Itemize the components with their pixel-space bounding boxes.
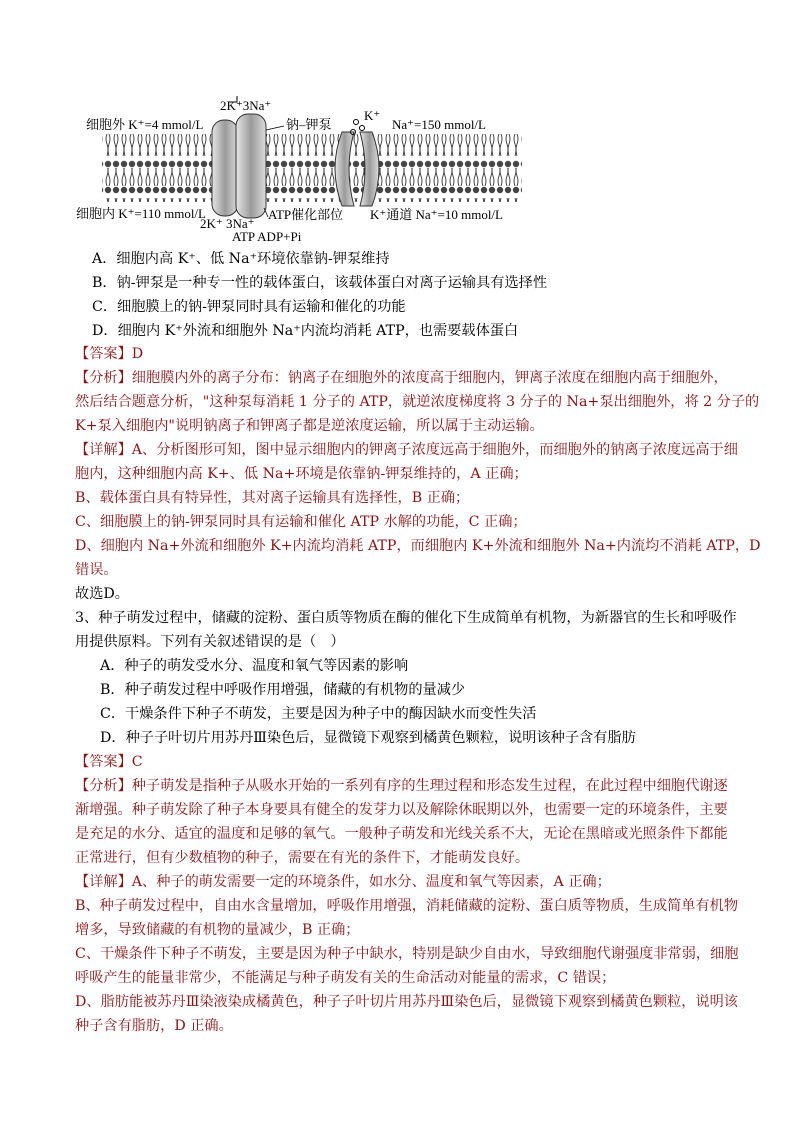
q2-answer bbox=[75, 343, 725, 366]
sodium-potassium-pump bbox=[212, 96, 266, 218]
q3-analysis-line bbox=[75, 775, 728, 798]
q2-analysis-line bbox=[75, 367, 728, 390]
analysis-tag: 【分析】 bbox=[75, 778, 132, 794]
analysis-text: 种子萌发是指种子从吸水开始的一系列有序的生理过程和形态发生过程，在此过程中细胞代谢逐 bbox=[131, 778, 728, 794]
answer-tag: 【答案】 bbox=[75, 754, 132, 770]
q3-option-d: D．种子子叶切片用苏丹Ⅲ染色后，显微镜下观察到橘黄色颗粒，说明该种子含有脂肪 bbox=[100, 730, 636, 746]
q3-detail-line: C、干燥条件下种子不萌发，主要是因为种子中缺水，特别是缺少自由水，导致细胞代谢强度非常弱，细胞 bbox=[75, 946, 739, 962]
q3-option-a: A．种子的萌发受水分、温度和氧气等因素的影响 bbox=[100, 658, 409, 674]
q3-answer bbox=[75, 751, 725, 774]
analysis-tag: 【分析】 bbox=[75, 370, 132, 386]
q3-detail-line: D、脂肪能被苏丹Ⅲ染液染成橘黄色，种子子叶切片用苏丹Ⅲ染色后，显微镜下观察到橘黄色颗粒，说明该 bbox=[75, 994, 738, 1010]
detail-tag: 【详解】 bbox=[75, 442, 132, 458]
figure-na-outside: Na⁺=150 mmol/L bbox=[392, 117, 486, 132]
q3-detail-line: 增多，导致储藏的有机物的量减少，B 正确； bbox=[75, 922, 360, 938]
q2-option-a: A．细胞内高 K⁺、低 Na⁺环境依靠钠-钾泵维持 bbox=[92, 251, 390, 267]
q2-option-d: D．细胞内 K⁺外流和细胞外 Na⁺内流均消耗 ATP，也需要载体蛋白 bbox=[92, 323, 519, 339]
q2-detail-line: C、细胞膜上的钠-钾泵同时具有运输和催化 ATP 水解的功能，C 正确； bbox=[75, 514, 527, 530]
q2-option-b: B．钠-钾泵是一种专一性的载体蛋白，该载体蛋白对离子运输具有选择性 bbox=[92, 275, 548, 291]
answer-value: D bbox=[131, 346, 144, 362]
q3-detail-line: 种子含有脂肪，D 正确。 bbox=[75, 1018, 233, 1034]
figure-k-channel: K⁺通道 Na⁺=10 mmol/L bbox=[370, 207, 503, 222]
figure-pump-label: 钠–钾泵 bbox=[286, 117, 332, 132]
membrane-figure bbox=[72, 92, 532, 242]
figure-atp-adp: ATP ADP+Pi bbox=[232, 229, 302, 242]
q2-detail-line: 胞内，这种细胞内高 K+、低 Na+环境是依靠钠-钾泵维持的，A 正确； bbox=[75, 466, 528, 482]
q2-detail-line bbox=[75, 439, 738, 462]
detail-text: A、分析图形可知，图中显示细胞内的钾离子浓度远高于细胞外，而细胞外的钠离子浓度远高于细 bbox=[131, 442, 738, 458]
q2-detail-line: D、细胞内 Na+外流和细胞外 K+内流均消耗 ATP，而细胞内 K+外流和细胞外 Na+内流均不消耗 ATP，D bbox=[75, 538, 761, 554]
figure-top-ions: 2K⁺3Na⁺ bbox=[220, 98, 272, 113]
q3-analysis-line: 正常进行，但有少数植物的种子，需要在有光的条件下，才能萌发良好。 bbox=[75, 850, 530, 866]
q3-analysis-line: 渐增强。种子萌发除了种子本身要具有健全的发芽力以及解除休眠期以外，也需要一定的环境条件，主要 bbox=[75, 802, 728, 818]
figure-inside-label: 细胞内 K⁺=110 mmol/L bbox=[76, 206, 206, 221]
q2-detail-line: 错误。 bbox=[75, 562, 118, 578]
q3-stem: 用提供原料。下列有关叙述错误的是（ ） bbox=[75, 634, 345, 650]
figure-kplus-label: K⁺ bbox=[364, 108, 381, 123]
detail-text: A、种子的萌发需要一定的环境条件，如水分、温度和氧气等因素，A 正确； bbox=[131, 874, 611, 890]
q2-analysis-line: K+泵入细胞内"说明钠离子和钾离子都是逆浓度运输，所以属于主动运输。 bbox=[75, 418, 544, 434]
q3-detail-line bbox=[75, 871, 725, 894]
figure-outside-label: 细胞外 K⁺=4 mmol/L bbox=[86, 117, 204, 132]
analysis-text: 细胞膜内外的离子分布：钠离子在细胞外的浓度高于细胞内，钾离子浓度在细胞内高于细胞外， bbox=[131, 370, 728, 386]
q2-conclusion: 故选D。 bbox=[75, 586, 129, 602]
membrane-diagram bbox=[72, 92, 532, 242]
figure-atp-site: ATP催化部位 bbox=[268, 207, 344, 222]
bilayer-inner-leaflet bbox=[102, 168, 522, 202]
detail-tag: 【详解】 bbox=[75, 874, 132, 890]
q2-analysis-line: 然后结合题意分析，"这种泵每消耗 1 分子的 ATP，就逆浓度梯度将 3 分子的 Na+泵出细胞外，将 2 分子的 bbox=[75, 394, 760, 410]
q3-analysis-line: 是充足的水分、适宜的温度和足够的氧气。一般种子萌发和光线关系不大，无论在黑暗或光照条件下都能 bbox=[75, 826, 728, 842]
answer-value: C bbox=[131, 754, 143, 770]
bilayer-outer-leaflet bbox=[102, 134, 522, 168]
q3-detail-line: 呼吸产生的能量非常少，不能满足与种子萌发有关的生命活动对能量的需求，C 错误； bbox=[75, 970, 616, 986]
figure-bottom-ions: 2K⁺ 3Na⁺ bbox=[200, 216, 255, 231]
q2-detail-line: B、载体蛋白具有特异性，其对离子运输具有选择性，B 正确； bbox=[75, 490, 470, 506]
answer-tag: 【答案】 bbox=[75, 346, 132, 362]
q3-stem: 3、种子萌发过程中，储藏的淀粉、蛋白质等物质在酶的催化下生成简单有机物，为新器官的生长和呼吸作 bbox=[75, 610, 737, 626]
q3-option-b: B．种子萌发过程中呼吸作用增强，储藏的有机物的量减少 bbox=[100, 682, 466, 698]
q2-option-c: C．细胞膜上的钠-钾泵同时具有运输和催化的功能 bbox=[92, 299, 406, 315]
q3-detail-line: B、种子萌发过程中，自由水含量增加，呼吸作用增强，消耗储藏的淀粉、蛋白质等物质，生成简单有机物 bbox=[75, 898, 739, 914]
q3-option-c: C．干燥条件下种子不萌发，主要是因为种子中的酶因缺水而变性失活 bbox=[100, 706, 537, 722]
